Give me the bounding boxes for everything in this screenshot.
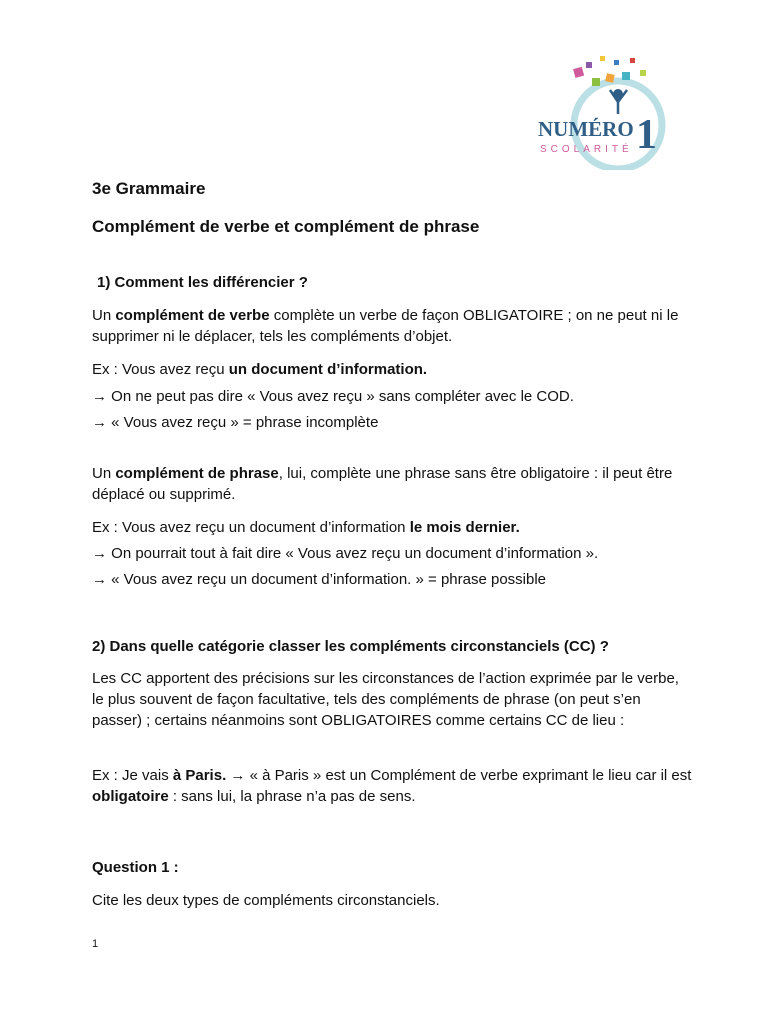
section2-example: Ex : Je vais à Paris. → « à Paris » est un Complément de verbe exprimant le lieu car il est obligatoire : sans lui, la phrase n’a pas de sens.	[92, 767, 692, 805]
logo-block-orange	[605, 73, 614, 82]
section1-heading: 1) Comment les différencier ?	[97, 274, 308, 291]
section2-paragraph: Les CC apportent des précisions sur les circonstances de l’action exprimée par le verbe, le plus souvent de façon facultative, tels des compléments de phrase (on peut s’en passer) ; certains néanmoins sont OBLIGATOIRES comme certains CC de lieu :	[92, 670, 679, 729]
logo-block-purple	[586, 62, 592, 68]
section1-paragraph-1: Un complément de verbe complète un verbe de façon OBLIGATOIRE ; on ne peut ni le supprimer ni le déplacer, tels les compléments d’objet.	[92, 307, 679, 345]
section1-paragraph-2: Un complément de phrase, lui, complète une phrase sans être obligatoire : il peut être déplacé ou supprimé.	[92, 465, 673, 503]
logo-block-teal	[622, 72, 630, 80]
logo-block-lime	[640, 70, 646, 76]
logo-text-main: NUMÉRO	[538, 117, 634, 141]
logo-text-number: 1	[636, 112, 657, 158]
logo-block-green	[592, 78, 600, 86]
section1-example-2-line-2: → On pourrait tout à fait dire « Vous avez reçu un document d’information ».	[92, 545, 599, 562]
logo-block-blue	[614, 60, 619, 65]
logo-text-sub: SCOLARITÉ	[540, 144, 633, 155]
section1-example-1: Ex : Vous avez reçu un document d’information.	[92, 361, 428, 378]
numero1-scolarite-logo	[530, 50, 680, 170]
section1-example-2-line-3: → « Vous avez reçu un document d’information. » = phrase possible	[92, 571, 547, 588]
question-heading: Question 1 :	[92, 859, 179, 876]
logo-block-pink	[573, 67, 584, 78]
page-number: 1	[92, 938, 99, 950]
document-subtitle: Complément de verbe et complément de phrase	[92, 217, 480, 236]
section1-example-1-line-3: → « Vous avez reçu » = phrase incomplète	[92, 414, 379, 431]
logo-block-red	[630, 58, 635, 63]
question-text: Cite les deux types de compléments circonstanciels.	[92, 892, 440, 909]
section1-example-2: Ex : Vous avez reçu un document d’information le mois dernier.	[92, 519, 520, 536]
logo-block-yellow	[600, 56, 605, 61]
section1-example-1-line-2: → On ne peut pas dire « Vous avez reçu » sans compléter avec le COD.	[92, 388, 574, 405]
document-title: 3e Grammaire	[92, 179, 206, 198]
section2-heading: 2) Dans quelle catégorie classer les compléments circonstanciels (CC) ?	[92, 638, 609, 655]
